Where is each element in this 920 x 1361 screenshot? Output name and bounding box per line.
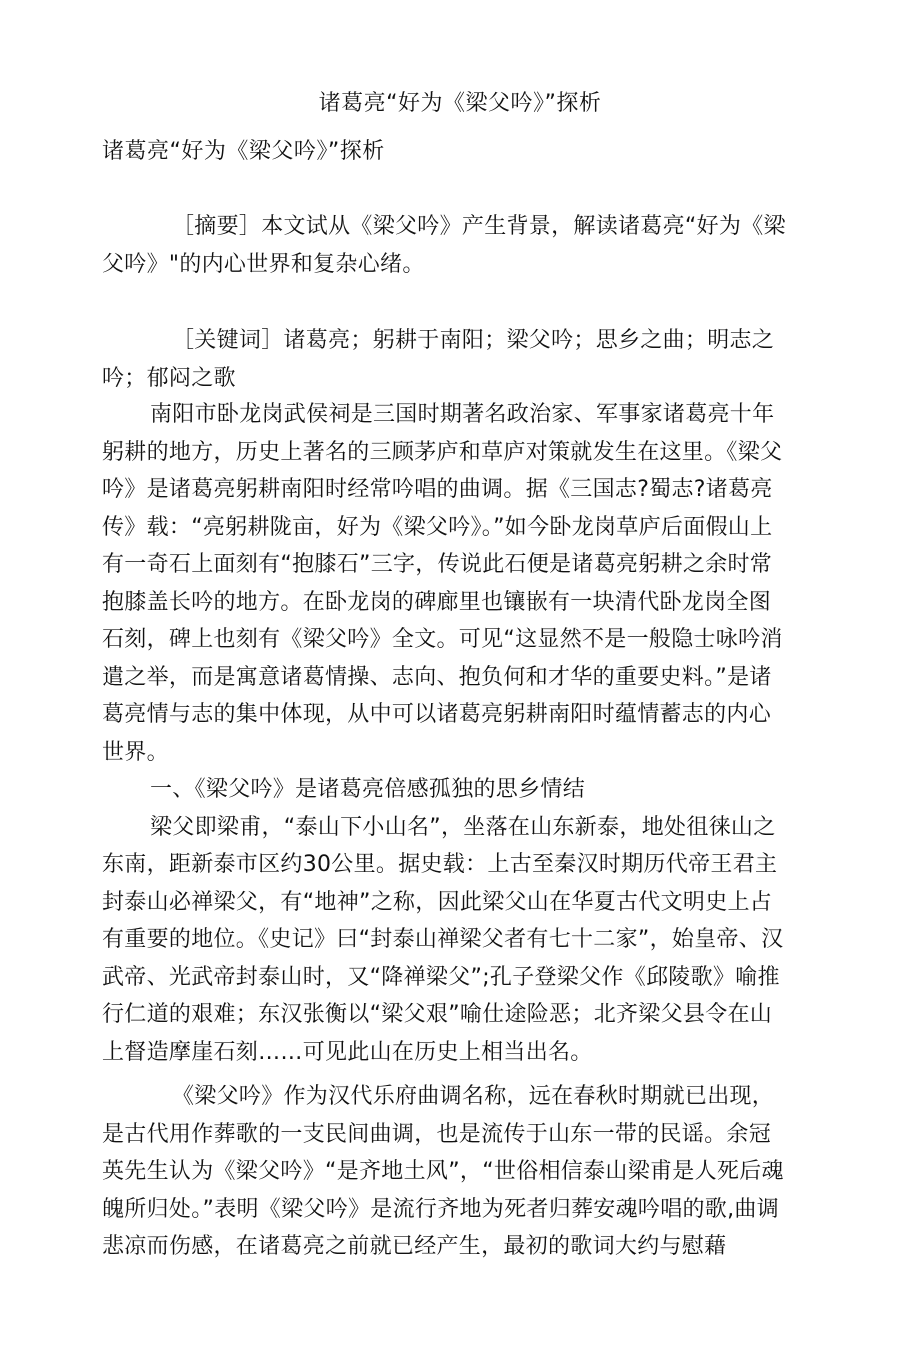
keywords-text: ［关键词］诸葛亮；躬耕于南阳；梁父吟；思乡之曲；明志之吟；郁闷之歌 [102,328,775,391]
body-paragraph: 梁父即梁甫，“泰山下小山名”，坐落在山东新泰，地处徂徕山之东南，距新泰市区约30公里。据史载：上古至秦汉时期历代帝王君主封泰山必禅梁父，有“地神”之称，因此梁父山在华夏古代文明史上占有重要的地位。《史记》曰“封泰山禅梁父者有七十二家”，始皇帝、汉武帝、光武帝封泰山时，又“降禅梁父”;孔子登梁父作《邱陵歌》喻推行仁道的艰难；东汉张衡以“梁父艰”喻仕途险恶；北齐梁父县令在山上督造摩崖石刻……可见此山在历史上相当出名。 [102,814,784,1065]
body-section [102,396,792,1071]
document-subtitle: 诸葛亮“好为《梁父吟》”探析 [102,139,385,164]
abstract-section [102,208,792,283]
body-paragraph: 《梁父吟》作为汉代乐府曲调名称，远在春秋时期就已出现，是古代用作葬歌的一支民间曲调，也是流传于山东一带的民谣。余冠英先生认为《梁父吟》“是齐地土风”，“世俗相信泰山梁甫是人死后魂魄所归处。”表明《梁父吟》是流行齐地为死者归葬安魂吟唱的歌,曲调悲凉而伤感，在诸葛亮之前就已经产生，最初的歌词大约与慰藉 [102,1084,784,1259]
body-paragraph: 南阳市卧龙岗武侯祠是三国时期著名政治家、军事家诸葛亮十年躬耕的地方，历史上著名的三顾茅庐和草庐对策就发生在这里。《梁父吟》是诸葛亮躬耕南阳时经常吟唱的曲调。据《三国志?蜀志?诸葛亮传》载：“亮躬耕陇亩，好为《梁父吟》。”如今卧龙岗草庐后面假山上有一奇石上面刻有“抱膝石”三字，传说此石便是诸葛亮躬耕之余时常抱膝盖长吟的地方。在卧龙岗的碑廊里也镶嵌有一块清代卧龙岗全图石刻，碑上也刻有《梁父吟》全文。可见“这显然不是一般隐士咏吟消遣之举，而是寓意诸葛情操、志向、抱负何和才华的重要史料。”是诸葛亮情与志的集中体现，从中可以诸葛亮躬耕南阳时蕴情蓄志的内心世界。 [102,402,783,765]
section-heading: 一、《梁父吟》是诸葛亮倍感孤独的思乡情结 [150,777,586,802]
keywords-section [102,322,792,397]
abstract-text: ［摘要］本文试从《梁父吟》产生背景，解读诸葛亮“好为《梁父吟》"的内心世界和复杂心绪。 [102,214,786,277]
body-section-continued [102,1078,792,1266]
document-title: 诸葛亮“好为《梁父吟》”探析 [318,91,602,116]
